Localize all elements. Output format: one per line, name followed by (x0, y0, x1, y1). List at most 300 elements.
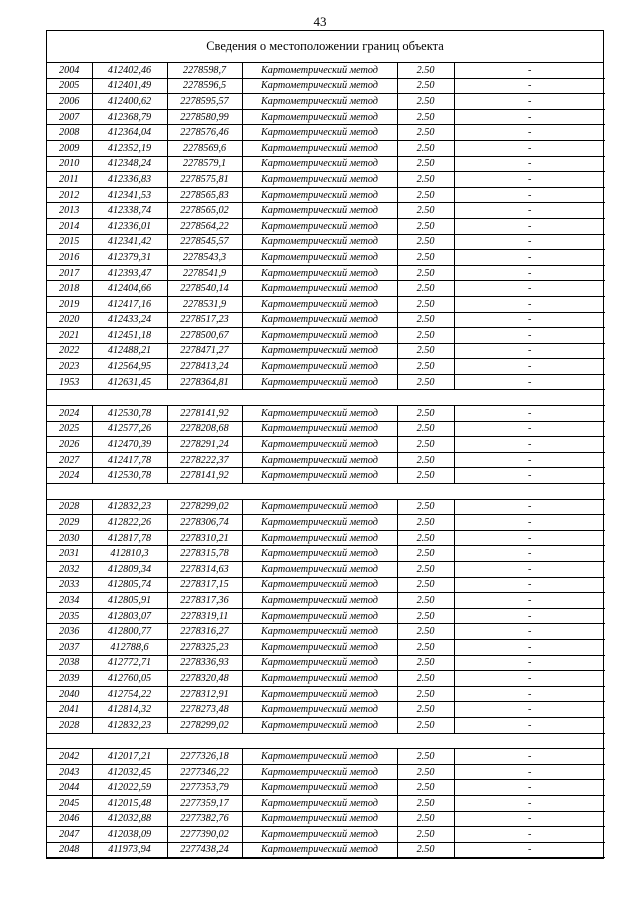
y-coordinate-cell: 2278316,27 (167, 624, 242, 640)
method-cell: Картометрический метод (242, 686, 397, 702)
y-coordinate-cell: 2278273,48 (167, 702, 242, 718)
y-coordinate-cell: 2278141,92 (167, 406, 242, 422)
y-coordinate-cell: 2278222,37 (167, 452, 242, 468)
description-cell: - (454, 281, 605, 297)
x-coordinate-cell: 412022,59 (92, 780, 167, 796)
description-cell: - (454, 624, 605, 640)
description-cell: - (454, 94, 605, 110)
x-coordinate-cell: 412400,62 (92, 94, 167, 110)
accuracy-cell: 2.50 (397, 359, 454, 375)
accuracy-cell: 2.50 (397, 63, 454, 78)
y-coordinate-cell: 2278336,93 (167, 655, 242, 671)
table-row (47, 780, 605, 796)
table-row (47, 328, 605, 344)
description-cell: - (454, 686, 605, 702)
point-number-cell: 2043 (47, 764, 92, 780)
description-cell: - (454, 811, 605, 827)
x-coordinate-cell: 412364,04 (92, 125, 167, 141)
method-cell: Картометрический метод (242, 312, 397, 328)
method-cell: Картометрический метод (242, 795, 397, 811)
method-cell: Картометрический метод (242, 593, 397, 609)
description-cell: - (454, 374, 605, 390)
accuracy-cell: 2.50 (397, 312, 454, 328)
table-row (47, 468, 605, 484)
description-cell: - (454, 795, 605, 811)
point-number-cell: 2019 (47, 296, 92, 312)
accuracy-cell: 2.50 (397, 125, 454, 141)
method-cell: Картометрический метод (242, 639, 397, 655)
x-coordinate-cell: 412433,24 (92, 312, 167, 328)
method-cell: Картометрический метод (242, 780, 397, 796)
y-coordinate-cell: 2278299,02 (167, 717, 242, 733)
x-coordinate-cell: 412772,71 (92, 655, 167, 671)
description-cell: - (454, 702, 605, 718)
x-coordinate-cell: 412393,47 (92, 265, 167, 281)
y-coordinate-cell: 2277346,22 (167, 764, 242, 780)
y-coordinate-cell: 2277390,02 (167, 827, 242, 843)
group-separator (47, 733, 605, 749)
description-cell: - (454, 577, 605, 593)
point-number-cell: 2024 (47, 406, 92, 422)
y-coordinate-cell: 2278596,5 (167, 78, 242, 94)
x-coordinate-cell: 412379,31 (92, 250, 167, 266)
table-row (47, 437, 605, 453)
y-coordinate-cell: 2277382,76 (167, 811, 242, 827)
group-separator (47, 484, 605, 500)
y-coordinate-cell: 2278576,46 (167, 125, 242, 141)
x-coordinate-cell: 412341,53 (92, 187, 167, 203)
accuracy-cell: 2.50 (397, 827, 454, 843)
table-row (47, 172, 605, 188)
description-cell: - (454, 109, 605, 125)
table-row (47, 125, 605, 141)
description-cell: - (454, 343, 605, 359)
table-row (47, 452, 605, 468)
x-coordinate-cell: 412404,66 (92, 281, 167, 297)
x-coordinate-cell: 412814,32 (92, 702, 167, 718)
y-coordinate-cell: 2278413,24 (167, 359, 242, 375)
x-coordinate-cell: 412017,21 (92, 749, 167, 765)
table-row (47, 281, 605, 297)
description-cell: - (454, 218, 605, 234)
y-coordinate-cell: 2278471,27 (167, 343, 242, 359)
point-number-cell: 2042 (47, 749, 92, 765)
method-cell: Картометрический метод (242, 281, 397, 297)
point-number-cell: 2037 (47, 639, 92, 655)
x-coordinate-cell: 412352,19 (92, 140, 167, 156)
coordinates-table (47, 63, 605, 858)
table-row (47, 156, 605, 172)
method-cell: Картометрический метод (242, 374, 397, 390)
point-number-cell: 2009 (47, 140, 92, 156)
x-coordinate-cell: 412451,18 (92, 328, 167, 344)
x-coordinate-cell: 412760,05 (92, 671, 167, 687)
accuracy-cell: 2.50 (397, 655, 454, 671)
table-row (47, 250, 605, 266)
x-coordinate-cell: 412336,83 (92, 172, 167, 188)
table-row (47, 795, 605, 811)
table-row (47, 218, 605, 234)
accuracy-cell: 2.50 (397, 374, 454, 390)
x-coordinate-cell: 412832,23 (92, 499, 167, 515)
point-number-cell: 2004 (47, 63, 92, 78)
table-row (47, 655, 605, 671)
group-separator (47, 390, 605, 406)
point-number-cell: 2006 (47, 94, 92, 110)
accuracy-cell: 2.50 (397, 608, 454, 624)
method-cell: Картометрический метод (242, 702, 397, 718)
method-cell: Картометрический метод (242, 109, 397, 125)
method-cell: Картометрический метод (242, 577, 397, 593)
accuracy-cell: 2.50 (397, 343, 454, 359)
point-number-cell: 2012 (47, 187, 92, 203)
point-number-cell: 2015 (47, 234, 92, 250)
table-row (47, 203, 605, 219)
x-coordinate-cell: 412032,45 (92, 764, 167, 780)
accuracy-cell: 2.50 (397, 671, 454, 687)
method-cell: Картометрический метод (242, 530, 397, 546)
x-coordinate-cell: 412488,21 (92, 343, 167, 359)
description-cell: - (454, 842, 605, 858)
y-coordinate-cell: 2278579,1 (167, 156, 242, 172)
x-coordinate-cell: 412032,88 (92, 811, 167, 827)
accuracy-cell: 2.50 (397, 639, 454, 655)
point-number-cell: 2034 (47, 593, 92, 609)
accuracy-cell: 2.50 (397, 515, 454, 531)
method-cell: Картометрический метод (242, 811, 397, 827)
y-coordinate-cell: 2278320,48 (167, 671, 242, 687)
y-coordinate-cell: 2278500,67 (167, 328, 242, 344)
accuracy-cell: 2.50 (397, 250, 454, 266)
table-row (47, 234, 605, 250)
accuracy-cell: 2.50 (397, 780, 454, 796)
point-number-cell: 2027 (47, 452, 92, 468)
point-number-cell: 2033 (47, 577, 92, 593)
point-number-cell: 2031 (47, 546, 92, 562)
point-number-cell: 2029 (47, 515, 92, 531)
x-coordinate-cell: 412530,78 (92, 406, 167, 422)
table-row (47, 187, 605, 203)
method-cell: Картометрический метод (242, 499, 397, 515)
method-cell: Картометрический метод (242, 764, 397, 780)
method-cell: Картометрический метод (242, 78, 397, 94)
y-coordinate-cell: 2278306,74 (167, 515, 242, 531)
accuracy-cell: 2.50 (397, 468, 454, 484)
method-cell: Картометрический метод (242, 265, 397, 281)
y-coordinate-cell: 2278291,24 (167, 437, 242, 453)
x-coordinate-cell: 412800,77 (92, 624, 167, 640)
method-cell: Картометрический метод (242, 827, 397, 843)
table-row (47, 515, 605, 531)
y-coordinate-cell: 2278314,63 (167, 562, 242, 578)
x-coordinate-cell: 412341,42 (92, 234, 167, 250)
accuracy-cell: 2.50 (397, 421, 454, 437)
accuracy-cell: 2.50 (397, 499, 454, 515)
x-coordinate-cell: 412631,45 (92, 374, 167, 390)
point-number-cell: 2014 (47, 218, 92, 234)
accuracy-cell: 2.50 (397, 406, 454, 422)
table-row (47, 842, 605, 858)
accuracy-cell: 2.50 (397, 546, 454, 562)
y-coordinate-cell: 2278545,57 (167, 234, 242, 250)
method-cell: Картометрический метод (242, 671, 397, 687)
table-row (47, 827, 605, 843)
y-coordinate-cell: 2278310,21 (167, 530, 242, 546)
accuracy-cell: 2.50 (397, 234, 454, 250)
accuracy-cell: 2.50 (397, 281, 454, 297)
description-cell: - (454, 671, 605, 687)
x-coordinate-cell: 411973,94 (92, 842, 167, 858)
accuracy-cell: 2.50 (397, 78, 454, 94)
x-coordinate-cell: 412038,09 (92, 827, 167, 843)
accuracy-cell: 2.50 (397, 530, 454, 546)
table-row (47, 312, 605, 328)
description-cell: - (454, 203, 605, 219)
description-cell: - (454, 468, 605, 484)
y-coordinate-cell: 2278312,91 (167, 686, 242, 702)
method-cell: Картометрический метод (242, 343, 397, 359)
table-row (47, 546, 605, 562)
method-cell: Картометрический метод (242, 749, 397, 765)
y-coordinate-cell: 2278299,02 (167, 499, 242, 515)
description-cell: - (454, 406, 605, 422)
method-cell: Картометрический метод (242, 452, 397, 468)
point-number-cell: 2007 (47, 109, 92, 125)
method-cell: Картометрический метод (242, 546, 397, 562)
point-number-cell: 2008 (47, 125, 92, 141)
description-cell: - (454, 78, 605, 94)
y-coordinate-cell: 2278319,11 (167, 608, 242, 624)
y-coordinate-cell: 2278598,7 (167, 63, 242, 78)
description-cell: - (454, 125, 605, 141)
description-cell: - (454, 780, 605, 796)
accuracy-cell: 2.50 (397, 94, 454, 110)
point-number-cell: 2044 (47, 780, 92, 796)
point-number-cell: 2048 (47, 842, 92, 858)
method-cell: Картометрический метод (242, 717, 397, 733)
description-cell: - (454, 717, 605, 733)
method-cell: Картометрический метод (242, 655, 397, 671)
x-coordinate-cell: 412336,01 (92, 218, 167, 234)
method-cell: Картометрический метод (242, 359, 397, 375)
method-cell: Картометрический метод (242, 187, 397, 203)
x-coordinate-cell: 412803,07 (92, 608, 167, 624)
point-number-cell: 2021 (47, 328, 92, 344)
point-number-cell: 2041 (47, 702, 92, 718)
accuracy-cell: 2.50 (397, 624, 454, 640)
point-number-cell: 2018 (47, 281, 92, 297)
x-coordinate-cell: 412822,26 (92, 515, 167, 531)
description-cell: - (454, 156, 605, 172)
y-coordinate-cell: 2278208,68 (167, 421, 242, 437)
x-coordinate-cell: 412810,3 (92, 546, 167, 562)
accuracy-cell: 2.50 (397, 172, 454, 188)
accuracy-cell: 2.50 (397, 749, 454, 765)
table-row (47, 140, 605, 156)
separator-cell (47, 484, 605, 500)
table-row (47, 671, 605, 687)
method-cell: Картометрический метод (242, 842, 397, 858)
table-row (47, 624, 605, 640)
method-cell: Картометрический метод (242, 515, 397, 531)
accuracy-cell: 2.50 (397, 811, 454, 827)
method-cell: Картометрический метод (242, 468, 397, 484)
method-cell: Картометрический метод (242, 250, 397, 266)
table-row (47, 530, 605, 546)
description-cell: - (454, 764, 605, 780)
description-cell: - (454, 328, 605, 344)
x-coordinate-cell: 412368,79 (92, 109, 167, 125)
table-row (47, 265, 605, 281)
method-cell: Картометрический метод (242, 421, 397, 437)
y-coordinate-cell: 2278325,23 (167, 639, 242, 655)
table-row (47, 78, 605, 94)
accuracy-cell: 2.50 (397, 437, 454, 453)
method-cell: Картометрический метод (242, 172, 397, 188)
y-coordinate-cell: 2277438,24 (167, 842, 242, 858)
accuracy-cell: 2.50 (397, 842, 454, 858)
x-coordinate-cell: 412805,91 (92, 593, 167, 609)
point-number-cell: 2026 (47, 437, 92, 453)
description-cell: - (454, 140, 605, 156)
method-cell: Картометрический метод (242, 203, 397, 219)
table-row (47, 686, 605, 702)
x-coordinate-cell: 412401,49 (92, 78, 167, 94)
point-number-cell: 2020 (47, 312, 92, 328)
point-number-cell: 2039 (47, 671, 92, 687)
description-cell: - (454, 530, 605, 546)
table-row (47, 296, 605, 312)
description-cell: - (454, 172, 605, 188)
point-number-cell: 2028 (47, 717, 92, 733)
accuracy-cell: 2.50 (397, 562, 454, 578)
table-row (47, 749, 605, 765)
coordinates-table-body (47, 63, 605, 858)
method-cell: Картометрический метод (242, 63, 397, 78)
method-cell: Картометрический метод (242, 328, 397, 344)
accuracy-cell: 2.50 (397, 140, 454, 156)
point-number-cell: 2035 (47, 608, 92, 624)
method-cell: Картометрический метод (242, 125, 397, 141)
x-coordinate-cell: 412788,6 (92, 639, 167, 655)
method-cell: Картометрический метод (242, 94, 397, 110)
accuracy-cell: 2.50 (397, 218, 454, 234)
description-cell: - (454, 639, 605, 655)
y-coordinate-cell: 2278315,78 (167, 546, 242, 562)
point-number-cell: 2032 (47, 562, 92, 578)
y-coordinate-cell: 2278575,81 (167, 172, 242, 188)
accuracy-cell: 2.50 (397, 328, 454, 344)
x-coordinate-cell: 412754,22 (92, 686, 167, 702)
description-cell: - (454, 546, 605, 562)
point-number-cell: 2010 (47, 156, 92, 172)
point-number-cell: 2046 (47, 811, 92, 827)
separator-cell (47, 733, 605, 749)
table-row (47, 374, 605, 390)
separator-cell (47, 390, 605, 406)
table-row (47, 94, 605, 110)
description-cell: - (454, 234, 605, 250)
point-number-cell: 2013 (47, 203, 92, 219)
y-coordinate-cell: 2278565,83 (167, 187, 242, 203)
point-number-cell: 2036 (47, 624, 92, 640)
method-cell: Картометрический метод (242, 624, 397, 640)
description-cell: - (454, 593, 605, 609)
y-coordinate-cell: 2278541,9 (167, 265, 242, 281)
description-cell: - (454, 437, 605, 453)
table-row (47, 359, 605, 375)
accuracy-cell: 2.50 (397, 109, 454, 125)
x-coordinate-cell: 412809,34 (92, 562, 167, 578)
page-number: 43 (313, 14, 327, 29)
y-coordinate-cell: 2278531,9 (167, 296, 242, 312)
x-coordinate-cell: 412817,78 (92, 530, 167, 546)
accuracy-cell: 2.50 (397, 265, 454, 281)
y-coordinate-cell: 2278517,23 (167, 312, 242, 328)
description-cell: - (454, 312, 605, 328)
accuracy-cell: 2.50 (397, 156, 454, 172)
x-coordinate-cell: 412805,74 (92, 577, 167, 593)
method-cell: Картометрический метод (242, 608, 397, 624)
x-coordinate-cell: 412832,23 (92, 717, 167, 733)
point-number-cell: 2047 (47, 827, 92, 843)
method-cell: Картометрический метод (242, 406, 397, 422)
table-row (47, 499, 605, 515)
table-row (47, 406, 605, 422)
description-cell: - (454, 562, 605, 578)
description-cell: - (454, 499, 605, 515)
x-coordinate-cell: 412564,95 (92, 359, 167, 375)
point-number-cell: 2017 (47, 265, 92, 281)
method-cell: Картометрический метод (242, 296, 397, 312)
accuracy-cell: 2.50 (397, 702, 454, 718)
table-row (47, 608, 605, 624)
y-coordinate-cell: 2277359,17 (167, 795, 242, 811)
table-row (47, 702, 605, 718)
point-number-cell: 2022 (47, 343, 92, 359)
point-number-cell: 2011 (47, 172, 92, 188)
y-coordinate-cell: 2278543,3 (167, 250, 242, 266)
table-row (47, 343, 605, 359)
table-row (47, 717, 605, 733)
method-cell: Картометрический метод (242, 156, 397, 172)
description-cell: - (454, 421, 605, 437)
point-number-cell: 1953 (47, 374, 92, 390)
x-coordinate-cell: 412402,46 (92, 63, 167, 78)
x-coordinate-cell: 412417,16 (92, 296, 167, 312)
x-coordinate-cell: 412015,48 (92, 795, 167, 811)
table-title: Сведения о местоположении границ объекта (47, 31, 603, 63)
y-coordinate-cell: 2278317,36 (167, 593, 242, 609)
point-number-cell: 2028 (47, 499, 92, 515)
y-coordinate-cell: 2278364,81 (167, 374, 242, 390)
table-row (47, 577, 605, 593)
table-row (47, 109, 605, 125)
point-number-cell: 2045 (47, 795, 92, 811)
accuracy-cell: 2.50 (397, 452, 454, 468)
y-coordinate-cell: 2278540,14 (167, 281, 242, 297)
y-coordinate-cell: 2278564,22 (167, 218, 242, 234)
description-cell: - (454, 250, 605, 266)
y-coordinate-cell: 2277326,18 (167, 749, 242, 765)
accuracy-cell: 2.50 (397, 593, 454, 609)
description-cell: - (454, 296, 605, 312)
table-row (47, 811, 605, 827)
x-coordinate-cell: 412348,24 (92, 156, 167, 172)
description-cell: - (454, 265, 605, 281)
description-cell: - (454, 655, 605, 671)
boundary-table-sheet (46, 30, 604, 859)
